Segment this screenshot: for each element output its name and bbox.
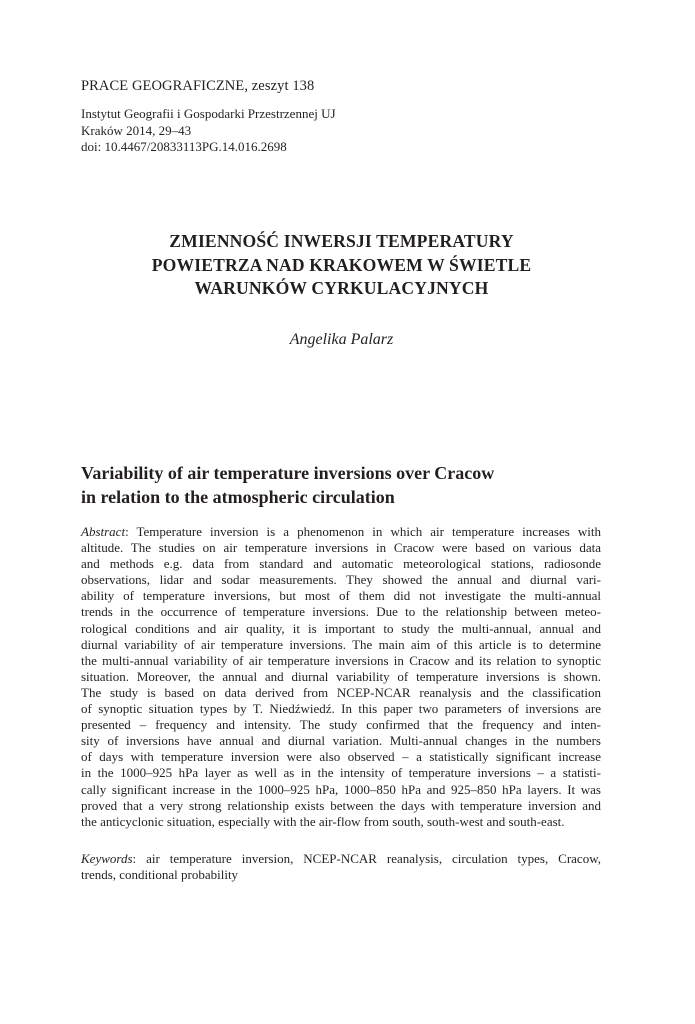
title-line: ZMIENNOŚĆ INWERSJI TEMPERATURY [169,231,514,251]
abstract-line: of synoptic situation types by T. Niedźwiedź. In this paper two parameters of inversions are [81,701,601,717]
abstract-line: of days with temperature inversion were also observed – a statistically significant increase [81,749,601,765]
abstract-line: trends in the occurrence of temperature inversions. Due to the relationship between meteo- [81,604,601,620]
abstract-line: altitude. The studies on air temperature inversions in Cracow were based on various data [81,540,601,556]
abstract-line: cally significant increase in the 1000–925 hPa, 1000–850 hPa and 925–850 hPa layers. It was [81,781,601,797]
title-line: POWIETRZA NAD KRAKOWEM W ŚWIETLE [151,254,532,275]
abstract-line: the multi-annual variability of air temperature inversions in Cracow and its relation to synoptic [81,652,601,668]
abstract-line: ability of temperature inversions, but most of them did not investigate the multi-annual [81,588,601,604]
keywords-line: trends, conditional probability [81,867,239,883]
keywords-text: : air temperature inversion, NCEP-NCAR reanalysis, circulation types, Cracow, [132,851,601,866]
english-title-line: Variability of air temperature inversions over Cracow [81,463,495,483]
keywords-label: Keywords [81,851,133,866]
publication-info [81,106,336,156]
abstract [81,524,601,830]
abstract-line: diurnal variability of air temperature inversions. The main aim of this article is to determine [81,636,601,652]
keywords-line [81,851,601,867]
abstract-line: situation. Moreover, the annual and diurnal variability of temperature inversions is shown. [81,668,601,684]
abstract-line: presented – frequency and intensity. The study confirmed that the frequency and inten- [81,717,601,733]
journal-name: PRACE GEOGRAFICZNE, zeszyt 138 [81,78,315,94]
doi-line: doi: 10.4467/20833113PG.14.016.2698 [81,139,287,154]
abstract-line: the anticyclonic situation, especially with the air-flow from south, south-west and south-east. [81,813,565,829]
english-title-line: in relation to the atmospheric circulation [81,487,395,507]
abstract-line: in the 1000–925 hPa layer as well as in the intensity of temperature inversions – a statisti- [81,765,601,781]
keywords [81,851,601,883]
institute-line: Instytut Geografii i Gospodarki Przestrzennej UJ [81,106,336,121]
english-title [81,461,494,509]
title-line: WARUNKÓW CYRKULACYJNYCH [194,278,489,298]
author-name: Angelika Palarz [289,331,394,348]
abstract-line: rological conditions and air quality, it is important to study the multi-annual, annual and [81,620,601,636]
abstract-text: : Temperature inversion is a phenomenon in which air temperature increases with [125,524,601,539]
abstract-line [81,524,601,540]
place-pages-line: Kraków 2014, 29–43 [81,122,192,138]
abstract-line: sity of inversions have annual and diurnal variation. Multi-annual changes in the numbers [81,733,601,749]
abstract-label: Abstract [81,524,126,539]
abstract-line: observations, lidar and sodar measurements. They showed the annual and diurnal vari- [81,572,601,588]
abstract-line: The study is based on data derived from NCEP-NCAR reanalysis and the classification [81,684,601,700]
polish-title [81,230,602,301]
abstract-line: proved that a very strong relationship exists between the days with temperature inversion and [81,797,601,813]
abstract-line: and methods e.g. data from standard and automatic meteorological stations, radiosonde [81,556,601,572]
